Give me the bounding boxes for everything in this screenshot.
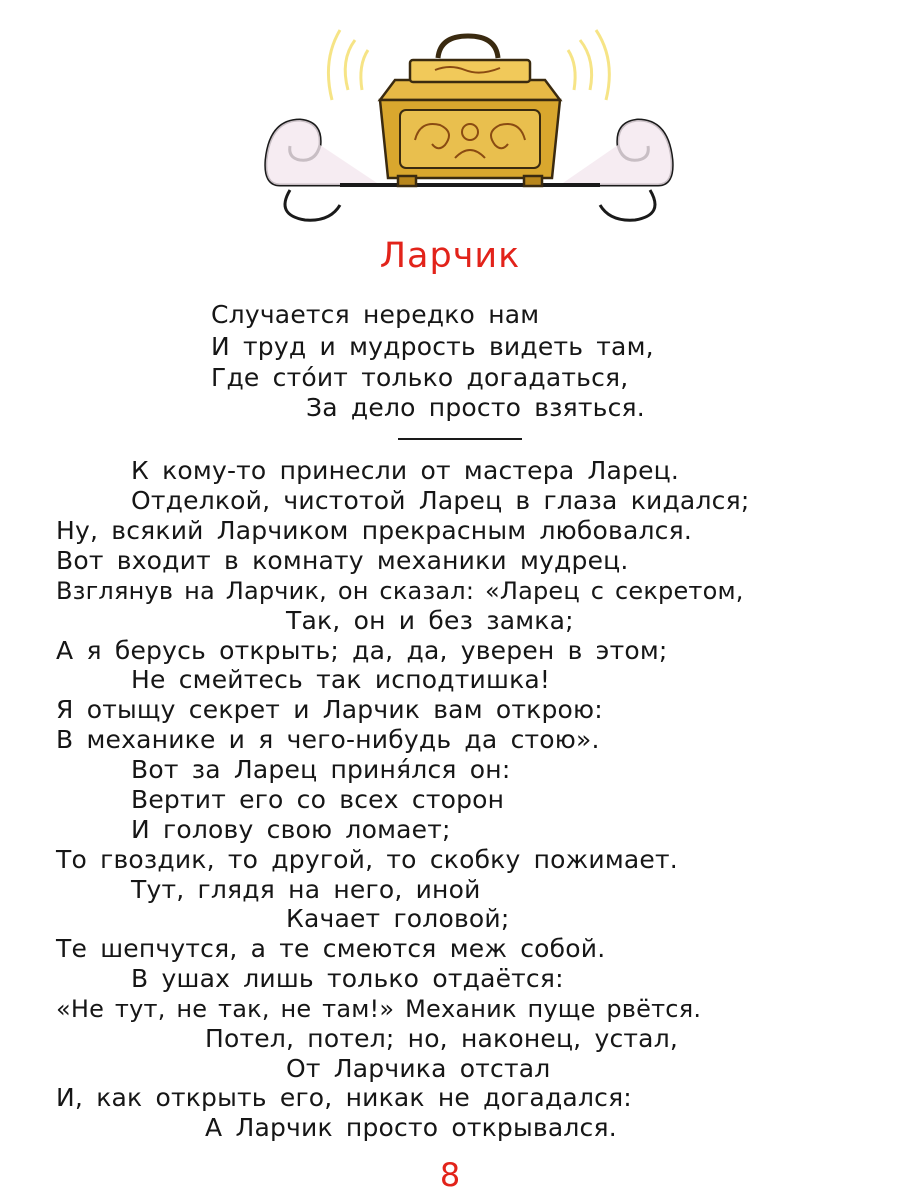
page-number: 8	[439, 1156, 461, 1194]
section-divider	[398, 438, 522, 440]
poem-line: Тут, глядя на него, иной	[131, 875, 481, 904]
epigraph-line: И труд и мудрость видеть там,	[211, 332, 654, 361]
poem-line: А Ларчик просто открывался.	[205, 1113, 617, 1142]
poem-line: Вот входит в комнату механики мудрец.	[56, 546, 629, 575]
poem-line: Качает головой;	[286, 904, 510, 933]
poem-line: И, как открыть его, никак не догадался:	[56, 1083, 632, 1112]
poem-title: Ларчик	[379, 236, 521, 276]
poem-line: И голову свою ломает;	[131, 815, 451, 844]
epigraph-line: Где сто́ит только догадаться,	[211, 363, 629, 392]
casket	[380, 36, 560, 186]
poem-line: Отделкой, чистотой Ларец в глаза кидался;	[131, 486, 750, 515]
poem-line: Вот за Ларец приня́лся он:	[131, 755, 511, 784]
ribbon-shading	[266, 120, 380, 185]
ribbon-shading-right	[560, 120, 672, 185]
poem-line: Вертит его со всех сторон	[131, 785, 505, 814]
epigraph-line: Случается нередко нам	[211, 300, 540, 329]
poem-line: От Ларчика отстал	[286, 1054, 551, 1083]
poem-line: В ушах лишь только отдаётся:	[131, 964, 564, 993]
casket-illustration	[260, 20, 680, 235]
poem-line: Ну, всякий Ларчиком прекрасным любовался.	[56, 516, 692, 545]
poem-line: Не смейтесь так исподтишка!	[131, 665, 551, 694]
poem-line: Потел, потел; но, наконец, устал,	[205, 1024, 679, 1053]
poem-line: Те шепчутся, а те смеются меж собой.	[56, 934, 606, 963]
epigraph-line: За дело просто взяться.	[306, 393, 645, 422]
poem-line: В механике и я чего-нибудь да стою».	[56, 725, 600, 754]
poem-line: Так, он и без замка;	[286, 606, 574, 635]
poem-line: А я берусь открыть; да, да, уверен в этом;	[56, 636, 668, 665]
poem-line: «Не тут, не так, не там!» Механик пуще рвётся.	[56, 995, 702, 1023]
poem-line: К кому-то принесли от мастера Ларец.	[131, 456, 680, 485]
poem-line: Взглянув на Ларчик, он сказал: «Ларец с секретом,	[56, 577, 744, 605]
poem-line: Я отыщу секрет и Ларчик вам открою:	[56, 695, 603, 724]
poem-line: То гвоздик, то другой, то скобку пожимает.	[56, 845, 678, 874]
shelf	[340, 183, 600, 187]
